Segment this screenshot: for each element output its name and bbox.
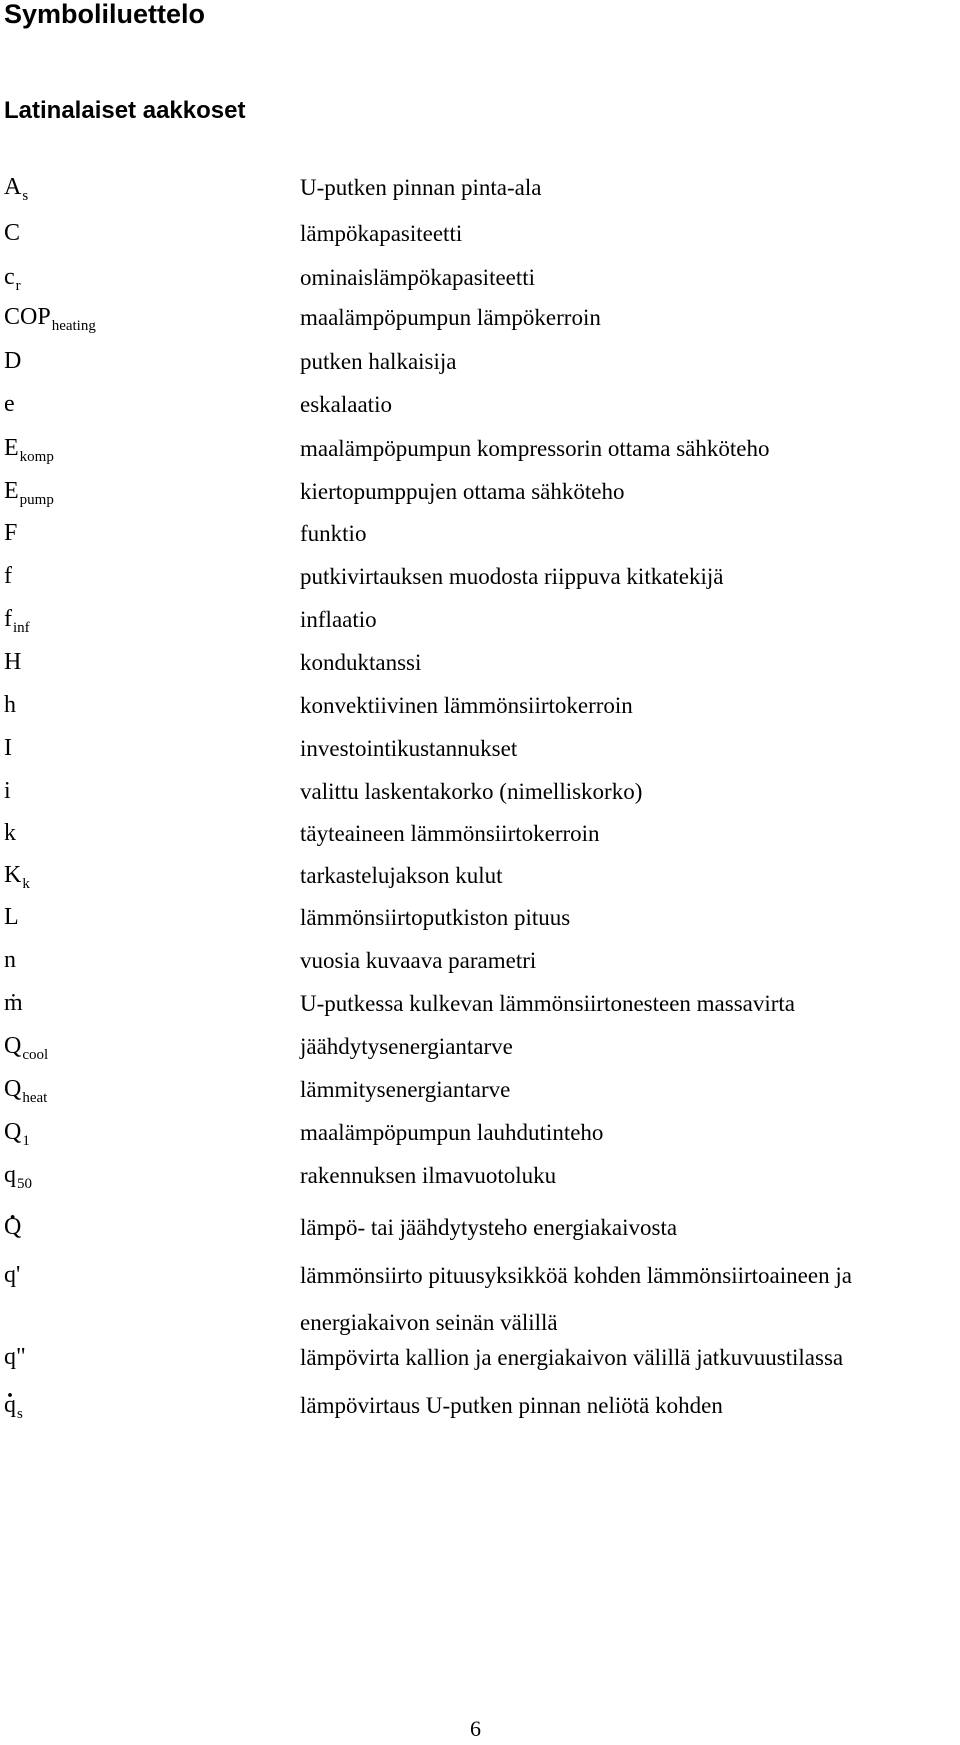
symbol-description: valittu laskentakorko (nimelliskorko) bbox=[300, 779, 643, 804]
symbol-base: Q bbox=[4, 1076, 22, 1102]
symbol-row bbox=[0, 346, 960, 382]
symbol-description: maalämpöpumpun lauhdutinteho bbox=[300, 1120, 604, 1145]
symbol-description: täyteaineen lämmönsiirtokerroin bbox=[300, 821, 600, 846]
symbol bbox=[4, 561, 12, 591]
symbol-base: c bbox=[4, 264, 15, 290]
symbol bbox=[4, 172, 28, 205]
symbol-base: COP bbox=[4, 304, 51, 330]
symbol-base: f bbox=[4, 563, 12, 589]
symbol-base: h bbox=[4, 692, 16, 718]
symbol-row bbox=[0, 218, 960, 254]
symbol-row bbox=[0, 561, 960, 597]
symbol-base: D bbox=[4, 348, 22, 374]
symbol-subscript: heat bbox=[22, 1090, 48, 1106]
symbol bbox=[4, 860, 30, 893]
symbol-base: E bbox=[4, 478, 19, 504]
symbol-base: Q bbox=[4, 1119, 22, 1145]
symbol-row bbox=[0, 302, 960, 338]
symbol-subscript: heating bbox=[51, 318, 96, 334]
symbol-row bbox=[0, 1031, 960, 1067]
symbol-subscript: s bbox=[22, 188, 29, 204]
symbol-description: investointikustannukset bbox=[300, 736, 518, 761]
symbol-base: q' bbox=[4, 1262, 21, 1288]
symbol-base: e bbox=[4, 391, 15, 417]
symbol-base: H bbox=[4, 649, 22, 675]
symbol-description: maalämpöpumpun lämpökerroin bbox=[300, 305, 601, 330]
symbol-subscript: komp bbox=[19, 449, 54, 465]
symbol-subscript: r bbox=[15, 278, 21, 294]
symbol-row bbox=[0, 1074, 960, 1110]
symbol-row bbox=[0, 433, 960, 469]
symbol-row bbox=[0, 1160, 960, 1196]
symbol-description: lämmönsiirtoputkiston pituus bbox=[300, 905, 571, 930]
symbol-row bbox=[0, 776, 960, 812]
symbol-subscript: 50 bbox=[17, 1176, 32, 1192]
symbol bbox=[4, 1117, 30, 1150]
symbol bbox=[4, 262, 21, 295]
symbol bbox=[4, 218, 20, 248]
symbol-row bbox=[0, 262, 960, 298]
symbol-base: . Q bbox=[4, 1212, 21, 1242]
symbol-description: kiertopumppujen ottama sähköteho bbox=[300, 479, 625, 504]
symbol-base: C bbox=[4, 220, 21, 246]
symbol-base: ṁ bbox=[4, 990, 23, 1016]
symbol-base: A bbox=[4, 174, 22, 200]
page-title: Symboliluettelo bbox=[4, 0, 206, 29]
symbol bbox=[4, 1390, 23, 1423]
symbol-row bbox=[0, 476, 960, 512]
page-number: 6 bbox=[470, 1716, 481, 1741]
symbol-subscript: cool bbox=[22, 1047, 49, 1063]
symbol-row bbox=[0, 902, 960, 938]
symbol-description: lämmitysenergiantarve bbox=[300, 1077, 511, 1102]
symbol-row bbox=[0, 389, 960, 425]
symbol-base: . q bbox=[4, 1390, 16, 1420]
symbol bbox=[4, 1212, 21, 1242]
symbol-base: q bbox=[4, 1162, 16, 1188]
symbol bbox=[4, 1031, 48, 1064]
symbol-base: Q bbox=[4, 1033, 22, 1059]
symbol-row bbox=[0, 1212, 960, 1248]
symbol-description: lämmönsiirto pituusyksikköä kohden lämmönsiirtoaineen ja energiakaivon seinän välillä bbox=[300, 1263, 852, 1335]
symbol bbox=[4, 945, 16, 975]
symbol-description: lämpö- tai jäähdytysteho energiakaivosta bbox=[300, 1215, 678, 1240]
symbol-row bbox=[0, 1342, 960, 1378]
symbol-subscript: 1 bbox=[22, 1133, 30, 1149]
symbol-description: maalämpöpumpun kompressorin ottama sähköteho bbox=[300, 436, 770, 461]
symbol-description: lämpövirtaus U-putken pinnan neliötä kohden bbox=[300, 1393, 723, 1418]
symbol-row bbox=[0, 945, 960, 981]
symbol-description: jäähdytysenergiantarve bbox=[300, 1034, 513, 1059]
symbol-description: inflaatio bbox=[300, 607, 377, 632]
symbol-base: E bbox=[4, 435, 19, 461]
symbol-row bbox=[0, 988, 960, 1024]
symbol bbox=[4, 302, 96, 335]
symbol bbox=[4, 690, 16, 720]
symbol-description: putken halkaisija bbox=[300, 349, 457, 374]
symbol bbox=[4, 1260, 20, 1290]
symbol-description: ominaislämpökapasiteetti bbox=[300, 265, 536, 290]
symbol bbox=[4, 1160, 32, 1193]
symbol-description: putkivirtauksen muodosta riippuva kitkatekijä bbox=[300, 564, 724, 589]
symbol bbox=[4, 776, 11, 806]
symbol bbox=[4, 902, 19, 932]
symbol-base: k bbox=[4, 820, 16, 846]
symbol bbox=[4, 433, 54, 466]
symbol bbox=[4, 346, 21, 376]
symbol-description: rakennuksen ilmavuotoluku bbox=[300, 1163, 557, 1188]
symbol-base: K bbox=[4, 862, 22, 888]
symbol-subscript: inf bbox=[13, 620, 30, 636]
symbol bbox=[4, 389, 15, 419]
symbol-base: i bbox=[4, 778, 11, 804]
symbol-description: lämpövirta kallion ja energiakaivon välillä jatkuvuustilassa bbox=[300, 1345, 844, 1370]
symbol bbox=[4, 733, 12, 763]
symbol-base: L bbox=[4, 904, 19, 930]
symbol-description: konduktanssi bbox=[300, 650, 422, 675]
symbol bbox=[4, 647, 21, 677]
symbol-base: I bbox=[4, 735, 12, 761]
symbol-row bbox=[0, 518, 960, 554]
symbol bbox=[4, 518, 17, 548]
symbol-base: f bbox=[4, 606, 12, 632]
symbol-base: q" bbox=[4, 1344, 26, 1370]
symbol-subscript: s bbox=[17, 1406, 23, 1422]
symbol-base: F bbox=[4, 520, 18, 546]
symbol-row bbox=[0, 647, 960, 683]
symbol-subscript: pump bbox=[19, 492, 54, 508]
symbol bbox=[4, 604, 30, 637]
symbol-row bbox=[0, 172, 960, 208]
symbol-row bbox=[0, 690, 960, 726]
symbol-row bbox=[0, 860, 960, 896]
symbol bbox=[4, 476, 54, 509]
symbol-row bbox=[0, 1390, 960, 1426]
symbol-row bbox=[0, 1260, 960, 1335]
symbol-row bbox=[0, 604, 960, 640]
symbol-row bbox=[0, 818, 960, 854]
symbol-description: konvektiivinen lämmönsiirtokerroin bbox=[300, 693, 633, 718]
symbol-description: vuosia kuvaava parametri bbox=[300, 948, 537, 973]
symbol bbox=[4, 988, 23, 1018]
symbol-subscript: k bbox=[22, 876, 30, 892]
section-heading: Latinalaiset aakkoset bbox=[4, 97, 246, 124]
symbol-description: tarkastelujakson kulut bbox=[300, 863, 503, 888]
symbol-base: n bbox=[4, 947, 16, 973]
symbol bbox=[4, 818, 16, 848]
symbol bbox=[4, 1074, 47, 1107]
symbol-description: eskalaatio bbox=[300, 392, 392, 417]
symbol-description: funktio bbox=[300, 521, 367, 546]
symbol-description: lämpökapasiteetti bbox=[300, 221, 463, 246]
symbol bbox=[4, 1342, 26, 1372]
symbol-row bbox=[0, 1117, 960, 1153]
symbol-description: U-putkessa kulkevan lämmönsiirtonesteen massavirta bbox=[300, 991, 796, 1016]
symbol-row bbox=[0, 733, 960, 769]
symbol-description: U-putken pinnan pinta-ala bbox=[300, 175, 542, 200]
